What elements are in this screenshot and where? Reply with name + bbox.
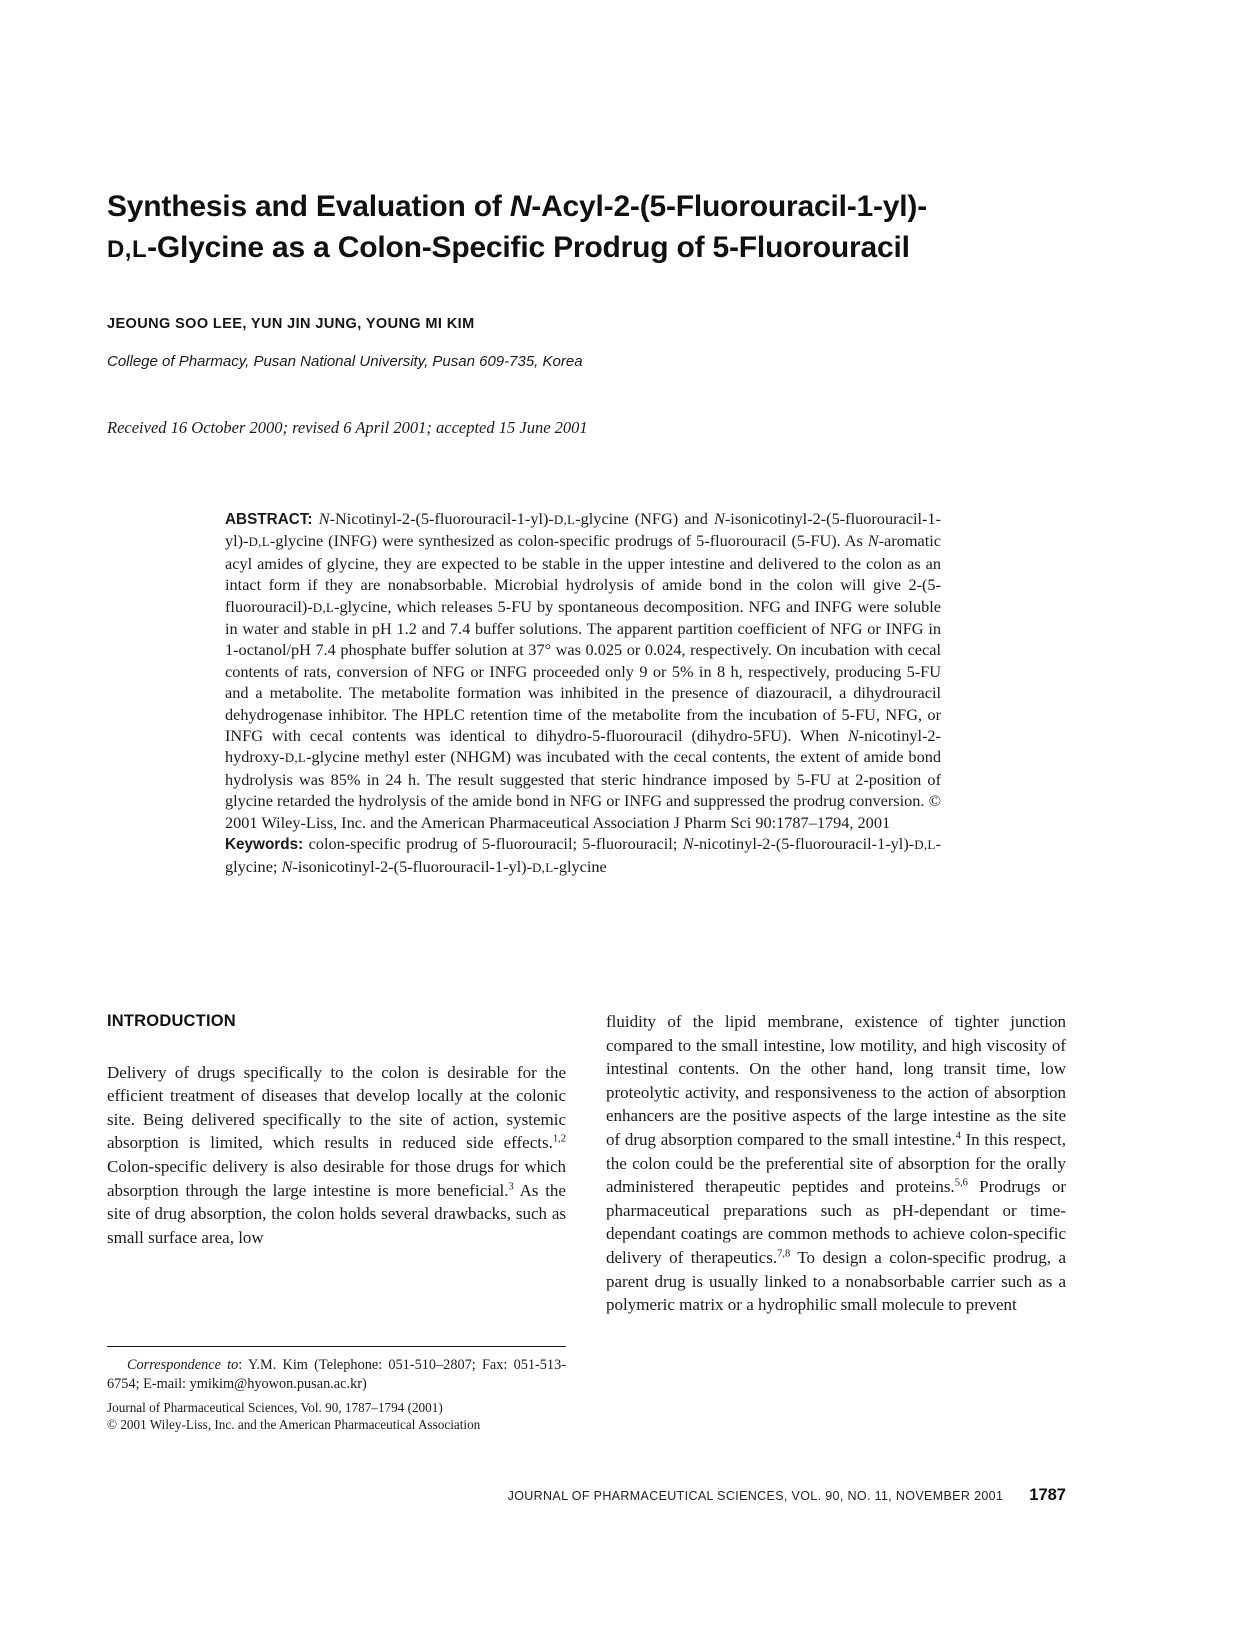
- abstract-text: N-Nicotinyl-2-(5-fluorouracil-1-yl)-D,L-glycine (NFG) and N-isonicotinyl-2-(5-fluorouracil-1-yl)-D,L-glycine (INFG) were synthesized as colon-specific prodrugs of 5-fluorouracil (5-FU). As N-aromatic acyl amides of glycine, they are expected to be stable in the upper intestine and delivered to the colon as an intact form if they are nonabsorbable. Microbial hydrolysis of amide bond in the colon will give 2-(5-fluorouracil)-D,L-glycine, which releases 5-FU by spontaneous decomposition. NFG and INFG were soluble in water and stable in pH 1.2 and 7.4 buffer solutions. The apparent partition coefficient of NFG or INFG in 1-octanol/pH 7.4 phosphate buffer solution at 37° was 0.025 or 0.024, respectively. On incubation with cecal contents of rats, conversion of NFG or INFG proceeded only 9 or 5% in 8 h, respectively, producing 5-FU and a metabolite. The metabolite formation was inhibited in the presence of diazouracil, a dihydrouracil dehydrogenase inhibitor. The HPLC retention time of the metabolite from the incubation of 5-FU, NFG, or INFG with cecal contents was identical to dihydro-5-fluorouracil (dihydro-5FU). When N-nicotinyl-2-hydroxy-D,L-glycine methyl ester (NHGM) was incubated with the cecal contents, the extent of amide bond hydrolysis was 85% in 24 h. The result suggested that steric hindrance imposed by 5-FU at 2-position of glycine retarded the hydrolysis of the amide bond in NFG or INFG and suppressed the prodrug conversion. © 2001 Wiley-Liss, Inc. and the American Pharmaceutical Association J Pharm Sci 90:1787–1794, 2001: [225, 509, 941, 832]
- footer-journal-info: JOURNAL OF PHARMACEUTICAL SCIENCES, VOL. 90, NO. 11, NOVEMBER 2001: [507, 1489, 1004, 1503]
- abstract-paragraph: [225, 508, 941, 833]
- footnote-divider: [107, 1346, 566, 1347]
- keywords-paragraph: [225, 833, 941, 878]
- journal-volume-line: Journal of Pharmaceutical Sciences, Vol. 90, 1787–1794 (2001): [107, 1400, 443, 1416]
- abstract-label: ABSTRACT:: [225, 511, 313, 528]
- author-list: JEOUNG SOO LEE, YUN JIN JUNG, YOUNG MI KIM: [107, 316, 475, 332]
- article-title: Synthesis and Evaluation of N-Acyl-2-(5-Fluorouracil-1-yl)- D,L-Glycine as a Colon-Specific Prodrug of 5-Fluorouracil: [107, 190, 928, 264]
- introduction-paragraph-col2: fluidity of the lipid membrane, existence of tighter junction compared to the small intestine, low motility, and high viscosity of intestinal contents. On the other hand, long transit time, low proteolytic activity, and responsiveness to the action of absorption enhancers are the positive aspects of the large intestine as the site of drug absorption compared to the small intestine.$^4$ In this respect, the colon could be the preferential site of absorption for the orally administered therapeutic peptides and proteins.$^{5,6}$ Prodrugs or pharmaceutical preparations such as pH-dependant or time-dependant coatings are common methods to achieve colon-specific delivery of therapeutics.$^{7,8}$ To design a colon-specific prodrug, a parent drug is usually linked to a nonabsorbable carrier such as a polymeric matrix or a hydrophilic small molecule to prevent: [606, 1012, 1066, 1315]
- keywords-text: colon-specific prodrug of 5-fluorouracil; 5-fluorouracil; N-nicotinyl-2-(5-fluorouracil-1-yl)-D,L-glycine; N-isonicotinyl-2-(5-fluorouracil-1-yl)-D,L-glycine: [225, 834, 941, 876]
- abstract-block: [225, 508, 941, 878]
- right-column: [606, 1010, 1066, 1317]
- received-dates-line: Received 16 October 2000; revised 6 April 2001; accepted 15 June 2001: [107, 418, 588, 437]
- introduction-heading: INTRODUCTION: [107, 1012, 236, 1030]
- introduction-paragraph-col1: Delivery of drugs specifically to the colon is desirable for the efficient treatment of diseases that develop locally at the colonic site. Being delivered specifically to the site of action, systemic absorption is limited, which results in reduced side effects.$^{1,2}$ Colon-specific delivery is also desirable for those drugs for which absorption through the large intestine is more beneficial.$^3$ As the site of drug absorption, the colon holds several drawbacks, such as small surface area, low: [107, 1062, 566, 1247]
- footnote-block: [107, 1346, 566, 1434]
- copyright-line: © 2001 Wiley-Liss, Inc. and the American Pharmaceutical Association: [107, 1416, 481, 1432]
- page-footer: [107, 1486, 1066, 1505]
- left-column: [107, 1010, 566, 1249]
- keywords-label: Keywords:: [225, 836, 304, 854]
- affiliation: College of Pharmacy, Pusan National University, Pusan 609-735, Korea: [107, 353, 583, 370]
- correspondence-note: Correspondence to: Y.M. Kim (Telephone: 051-510–2807; Fax: 051-513-6754; E-mail: ymikim@hyowon.pusan.ac.kr): [107, 1357, 566, 1392]
- page-number: 1787: [1029, 1486, 1066, 1504]
